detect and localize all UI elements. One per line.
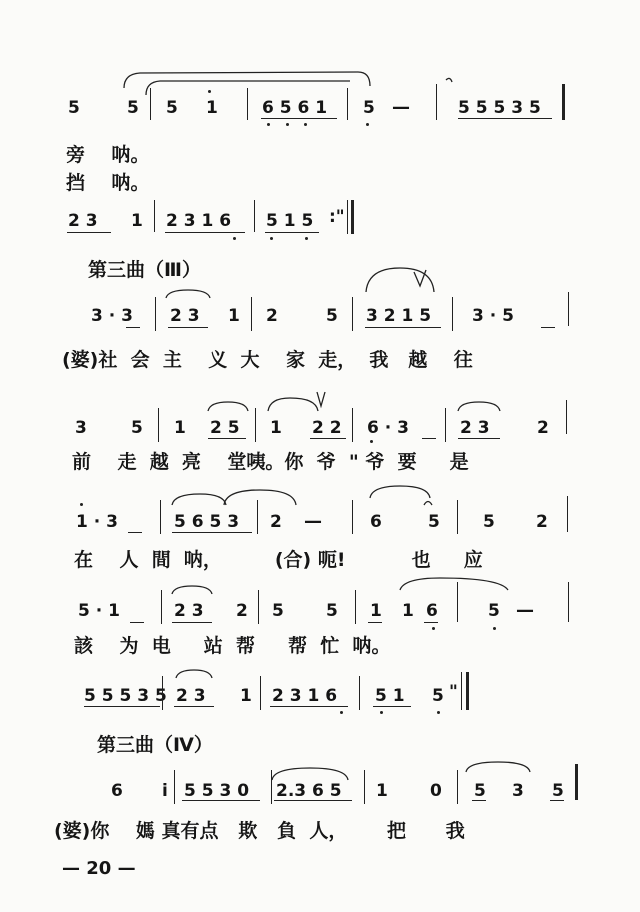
note: 1 bbox=[376, 781, 388, 801]
beam bbox=[472, 800, 486, 801]
note-group: 2 3 bbox=[68, 211, 98, 231]
beam bbox=[422, 438, 436, 439]
beam bbox=[208, 438, 246, 439]
note: 1 bbox=[206, 98, 218, 118]
note: 5 bbox=[326, 601, 338, 621]
barline bbox=[155, 297, 156, 331]
beam bbox=[84, 706, 160, 707]
barline bbox=[154, 200, 155, 232]
beam bbox=[265, 232, 319, 233]
notation-line-5 bbox=[0, 506, 640, 546]
note-group: 6 · 3 bbox=[367, 418, 409, 438]
beam bbox=[424, 622, 438, 623]
beam bbox=[541, 327, 555, 328]
barline bbox=[347, 88, 348, 120]
note: 6 bbox=[370, 512, 382, 532]
lyric-line-1a: 旁 呐。 bbox=[66, 144, 150, 166]
note-group: 2 3 bbox=[460, 418, 490, 438]
section-heading-iv: 第三曲（Ⅳ） bbox=[97, 734, 213, 756]
note-group: 2 3 bbox=[176, 686, 206, 706]
beam bbox=[182, 800, 260, 801]
note: 1 bbox=[402, 601, 414, 621]
beam bbox=[365, 327, 441, 328]
barline bbox=[150, 88, 151, 120]
note: 5 bbox=[474, 781, 486, 801]
note: 3 bbox=[512, 781, 524, 801]
barline bbox=[174, 770, 175, 804]
note: 5 bbox=[272, 601, 284, 621]
note-group: 2 3 1 6 bbox=[166, 211, 232, 231]
octave-dot bbox=[380, 711, 383, 714]
barline bbox=[575, 764, 578, 800]
lyric-line-6: 該 为 电 站 帮 帮 忙 呐。 bbox=[74, 635, 391, 657]
note: 5 bbox=[131, 418, 143, 438]
barline bbox=[260, 676, 261, 710]
note: i bbox=[162, 781, 168, 801]
beam bbox=[550, 800, 564, 801]
barline bbox=[255, 408, 256, 442]
note: 2 bbox=[270, 512, 282, 532]
note: 0 bbox=[430, 781, 442, 801]
barline bbox=[445, 408, 446, 442]
barline bbox=[258, 590, 259, 624]
note: 5 bbox=[166, 98, 178, 118]
beam bbox=[270, 706, 348, 707]
octave-dot bbox=[286, 123, 289, 126]
octave-dot bbox=[437, 711, 440, 714]
note: 5 bbox=[488, 601, 500, 621]
barline bbox=[347, 200, 348, 234]
notation-line-8 bbox=[0, 775, 640, 815]
beam bbox=[261, 118, 337, 119]
barline bbox=[457, 582, 458, 622]
note-group: 5 · 1 bbox=[78, 601, 120, 621]
notation-line-1 bbox=[0, 92, 640, 132]
note: 2 bbox=[537, 418, 549, 438]
beam bbox=[165, 232, 245, 233]
barline bbox=[271, 770, 272, 804]
octave-dot bbox=[304, 123, 307, 126]
octave-dot bbox=[270, 237, 273, 240]
beam bbox=[458, 118, 552, 119]
octave-dot bbox=[493, 627, 496, 630]
barline bbox=[364, 770, 365, 804]
notation-line-4 bbox=[0, 412, 640, 452]
barline bbox=[568, 292, 569, 326]
note-group: 1 · 3 bbox=[76, 512, 118, 532]
note: 2 bbox=[236, 601, 248, 621]
barline bbox=[161, 590, 162, 624]
note-group: 2 5 bbox=[210, 418, 240, 438]
repeat-sign: " bbox=[449, 682, 458, 702]
barline bbox=[247, 88, 248, 120]
page-number: — 20 — bbox=[62, 858, 136, 879]
beam bbox=[172, 622, 212, 623]
note: 5 bbox=[363, 98, 375, 118]
note: 5 bbox=[483, 512, 495, 532]
note-group: 2.3 6 5 bbox=[276, 781, 342, 801]
lyric-line-1b: 挡 呐。 bbox=[66, 172, 150, 194]
barline bbox=[466, 672, 469, 710]
note-group: 5 5 5 3 5 bbox=[458, 98, 541, 118]
barline bbox=[352, 297, 353, 331]
section-heading-iii: 第三曲（Ⅲ） bbox=[88, 259, 201, 281]
lyric-line-4: 前 走 越 亮 堂咦。你 爷 " 爷 要 是 bbox=[72, 451, 469, 473]
beam bbox=[274, 800, 352, 801]
beam bbox=[310, 438, 346, 439]
note-group: 5 6 5 3 bbox=[174, 512, 240, 532]
barline bbox=[351, 200, 354, 234]
beam bbox=[458, 438, 500, 439]
barline bbox=[436, 84, 437, 120]
barline bbox=[452, 297, 453, 331]
note: 1 bbox=[240, 686, 252, 706]
note: 2 bbox=[266, 306, 278, 326]
note: 1 bbox=[131, 211, 143, 231]
octave-dot bbox=[233, 237, 236, 240]
notation-line-3 bbox=[0, 300, 640, 340]
dash: — bbox=[392, 97, 410, 118]
barline bbox=[162, 676, 163, 710]
notation-line-2 bbox=[0, 205, 640, 245]
octave-dot bbox=[305, 237, 308, 240]
barline bbox=[457, 770, 458, 804]
note-group: 2 2 bbox=[312, 418, 342, 438]
note: 6 bbox=[426, 601, 438, 621]
note-group: 2 3 1 6 bbox=[272, 686, 338, 706]
barline bbox=[160, 500, 161, 534]
note: 1 bbox=[228, 306, 240, 326]
note: 2 bbox=[536, 512, 548, 532]
barline bbox=[158, 408, 159, 442]
barline bbox=[562, 84, 565, 120]
beam bbox=[368, 622, 382, 623]
beam bbox=[128, 532, 142, 533]
note: 6 bbox=[111, 781, 123, 801]
note-group: 5 1 5 bbox=[266, 211, 314, 231]
octave-dot bbox=[80, 503, 83, 506]
barline bbox=[359, 676, 360, 710]
octave-dot bbox=[370, 440, 373, 443]
octave-dot bbox=[208, 90, 211, 93]
note-group: 3 · 5 bbox=[472, 306, 514, 326]
note-group: 3 · 3 bbox=[91, 306, 133, 326]
barline bbox=[568, 582, 569, 622]
note: 5 bbox=[326, 306, 338, 326]
notation-line-7 bbox=[0, 680, 640, 720]
barline bbox=[457, 500, 458, 534]
note: 1 bbox=[174, 418, 186, 438]
dash: — bbox=[304, 511, 322, 532]
barline bbox=[251, 297, 252, 331]
note-group: 5 1 bbox=[375, 686, 405, 706]
barline bbox=[566, 400, 567, 434]
lyric-line-8: (婆)你 媽 真有点 欺 負 人， 把 我 bbox=[54, 820, 465, 842]
note: 5 bbox=[127, 98, 139, 118]
beam bbox=[130, 622, 144, 623]
note-group: 5 5 3 0 bbox=[184, 781, 250, 801]
octave-dot bbox=[432, 627, 435, 630]
beam bbox=[373, 706, 411, 707]
note: 5 bbox=[68, 98, 80, 118]
octave-dot bbox=[267, 123, 270, 126]
barline bbox=[254, 200, 255, 232]
barline bbox=[461, 672, 462, 710]
beam bbox=[174, 706, 214, 707]
note: 5 bbox=[428, 512, 440, 532]
note-group: 3 2 1 5 bbox=[366, 306, 432, 326]
note: 1 bbox=[370, 601, 382, 621]
lyric-line-3: (婆)社 会 主 义 大 家 走， 我 越 往 bbox=[62, 349, 473, 371]
barline bbox=[352, 500, 353, 534]
beam bbox=[172, 532, 252, 533]
note-group: 5 5 5 3 5 bbox=[84, 686, 167, 706]
barline bbox=[352, 408, 353, 442]
notation-line-6 bbox=[0, 595, 640, 635]
note: 5 bbox=[432, 686, 444, 706]
beam bbox=[67, 232, 111, 233]
beam bbox=[168, 327, 208, 328]
beam bbox=[126, 327, 140, 328]
repeat-sign: :" bbox=[329, 207, 345, 227]
barline bbox=[567, 496, 568, 532]
note-group: 6 5 6 1 bbox=[262, 98, 328, 118]
octave-dot bbox=[366, 123, 369, 126]
barline bbox=[355, 590, 356, 624]
note: 1 bbox=[270, 418, 282, 438]
dash: — bbox=[516, 600, 534, 621]
lyric-line-5: 在 人 間 呐， (合) 呃! 也 应 bbox=[74, 549, 483, 571]
octave-dot bbox=[340, 711, 343, 714]
barline bbox=[257, 500, 258, 534]
note: 3 bbox=[75, 418, 87, 438]
note: 5 bbox=[552, 781, 564, 801]
note-group: 2 3 bbox=[174, 601, 204, 621]
note-group: 2 3 bbox=[170, 306, 200, 326]
